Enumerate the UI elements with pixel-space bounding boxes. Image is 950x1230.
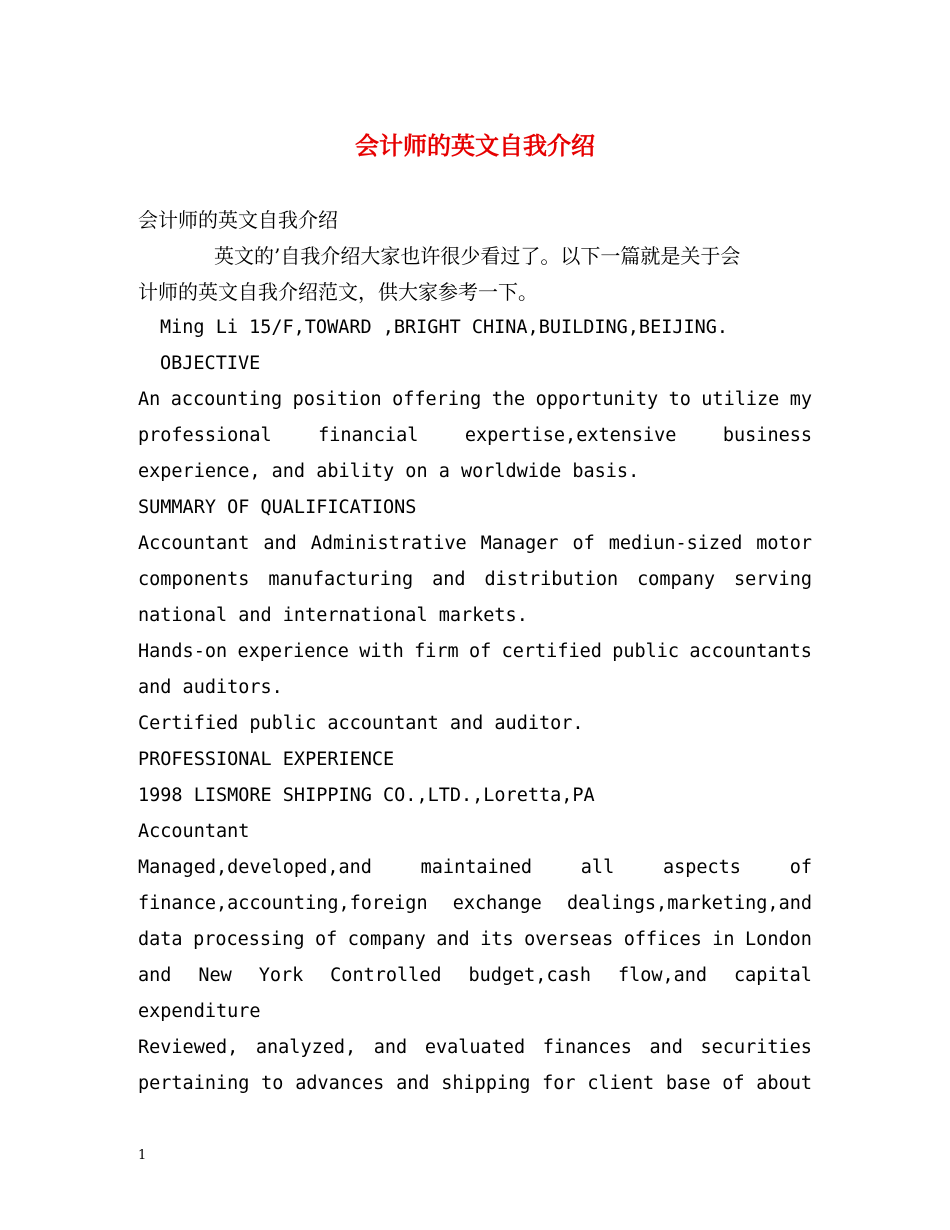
word: Hands-on	[138, 641, 228, 662]
word: utilize	[701, 389, 780, 410]
word: Managed,developed,and	[138, 857, 372, 878]
word: public	[612, 641, 680, 662]
job-title: Accountant	[138, 821, 250, 842]
intro-line-1: 英文的’自我介绍大家也许很少看过了。以下一篇就是关于会	[214, 244, 741, 268]
word: An	[138, 389, 161, 410]
word: and	[436, 929, 470, 950]
word: finances	[542, 1037, 632, 1058]
word: expertise,extensive	[464, 425, 677, 446]
word: overseas	[524, 929, 614, 950]
word: financial	[318, 425, 419, 446]
duty2-line-2	[138, 1066, 812, 1102]
word: advances	[295, 1073, 385, 1094]
objective-heading: OBJECTIVE	[160, 353, 261, 374]
document-title: 会计师的英文自我介绍	[355, 131, 595, 160]
word: of	[722, 1073, 745, 1094]
duty1-line-4	[138, 958, 812, 994]
word: aspects	[662, 857, 741, 878]
qual1-line-1	[138, 526, 812, 562]
word: company	[637, 569, 716, 590]
word: maintained	[420, 857, 533, 878]
page-number: 1	[138, 1148, 147, 1163]
word: all	[580, 857, 615, 878]
duty1-line-5: expenditure	[138, 1001, 261, 1022]
word: pertaining	[138, 1073, 250, 1094]
word: exchange	[452, 893, 542, 914]
word: capital	[733, 965, 812, 986]
objective-line-1	[138, 382, 812, 418]
word: of	[572, 533, 595, 554]
word: for	[542, 1073, 576, 1094]
word: to	[668, 389, 691, 410]
word: Accountant	[138, 533, 250, 554]
duty1-line-2	[138, 886, 812, 922]
word: its	[480, 929, 514, 950]
word: with	[359, 641, 404, 662]
objective-line-2	[138, 418, 812, 454]
word: of	[789, 857, 812, 878]
word: flow,and	[617, 965, 708, 986]
word: York	[258, 965, 304, 986]
word: serving	[734, 569, 812, 590]
word: and	[138, 965, 172, 986]
word: and	[432, 569, 466, 590]
word: Controlled	[330, 965, 442, 986]
word: base	[665, 1073, 711, 1094]
word: about	[756, 1073, 812, 1094]
word: client	[587, 1073, 655, 1094]
word: Manager	[480, 533, 559, 554]
word: company	[347, 929, 426, 950]
word: opportunity	[535, 389, 659, 410]
qual2-line-1	[138, 634, 812, 670]
word: business	[722, 425, 812, 446]
word: to	[261, 1073, 284, 1094]
word: the	[491, 389, 526, 410]
word: distribution	[484, 569, 619, 590]
word: and	[649, 1037, 683, 1058]
qual3-line: Certified public accountant and auditor.	[138, 713, 584, 734]
word: shipping	[441, 1073, 531, 1094]
duty1-line-3	[138, 922, 812, 958]
word: in	[712, 929, 735, 950]
word: and	[263, 533, 297, 554]
word: accounting	[170, 389, 283, 410]
word: New	[198, 965, 232, 986]
word: position	[292, 389, 382, 410]
summary-heading: SUMMARY OF QUALIFICATIONS	[138, 497, 417, 518]
word: of	[314, 929, 338, 950]
word: evaluated	[424, 1037, 526, 1058]
subtitle: 会计师的英文自我介绍	[138, 208, 338, 232]
word: offices	[623, 929, 702, 950]
duty2-line-1	[138, 1030, 812, 1066]
word: experience	[237, 641, 349, 662]
address-line: Ming Li 15/F,TOWARD ,BRIGHT CHINA,BUILDING,BEIJING.	[160, 317, 729, 338]
qual1-line-3: national and international markets.	[138, 605, 528, 626]
qual1-line-2	[138, 562, 812, 598]
word: and	[396, 1073, 430, 1094]
intro-line-2: 计师的英文自我介绍范文，供大家参考一下。	[138, 280, 538, 304]
objective-line-3: experience, and ability on a worldwide basis.	[138, 461, 640, 482]
word: components	[138, 569, 250, 590]
word: certified	[501, 641, 602, 662]
qual2-line-2: and auditors.	[138, 677, 283, 698]
word: budget,cash	[468, 965, 592, 986]
duty1-line-1	[138, 850, 812, 886]
employer-line: 1998 LISMORE SHIPPING CO.,LTD.,Loretta,PA	[138, 785, 595, 806]
word: mediun-sized	[608, 533, 743, 554]
word: accountants	[689, 641, 812, 662]
word: professional	[138, 425, 272, 446]
word: and	[373, 1037, 408, 1058]
document-body	[138, 202, 812, 1102]
word: securities	[700, 1037, 812, 1058]
word: data	[138, 929, 183, 950]
word: analyzed,	[255, 1037, 357, 1058]
experience-heading: PROFESSIONAL EXPERIENCE	[138, 749, 395, 770]
word: dealings,marketing,and	[566, 893, 812, 914]
word: finance,accounting,foreign	[138, 893, 428, 914]
word: processing	[193, 929, 305, 950]
word: Administrative	[310, 533, 467, 554]
word: firm	[414, 641, 459, 662]
word: London	[745, 929, 812, 950]
word: motor	[756, 533, 812, 554]
word: Reviewed,	[138, 1037, 239, 1058]
word: offering	[392, 389, 482, 410]
word: of	[469, 641, 492, 662]
word: manufacturing	[268, 569, 414, 590]
word: my	[789, 389, 812, 410]
